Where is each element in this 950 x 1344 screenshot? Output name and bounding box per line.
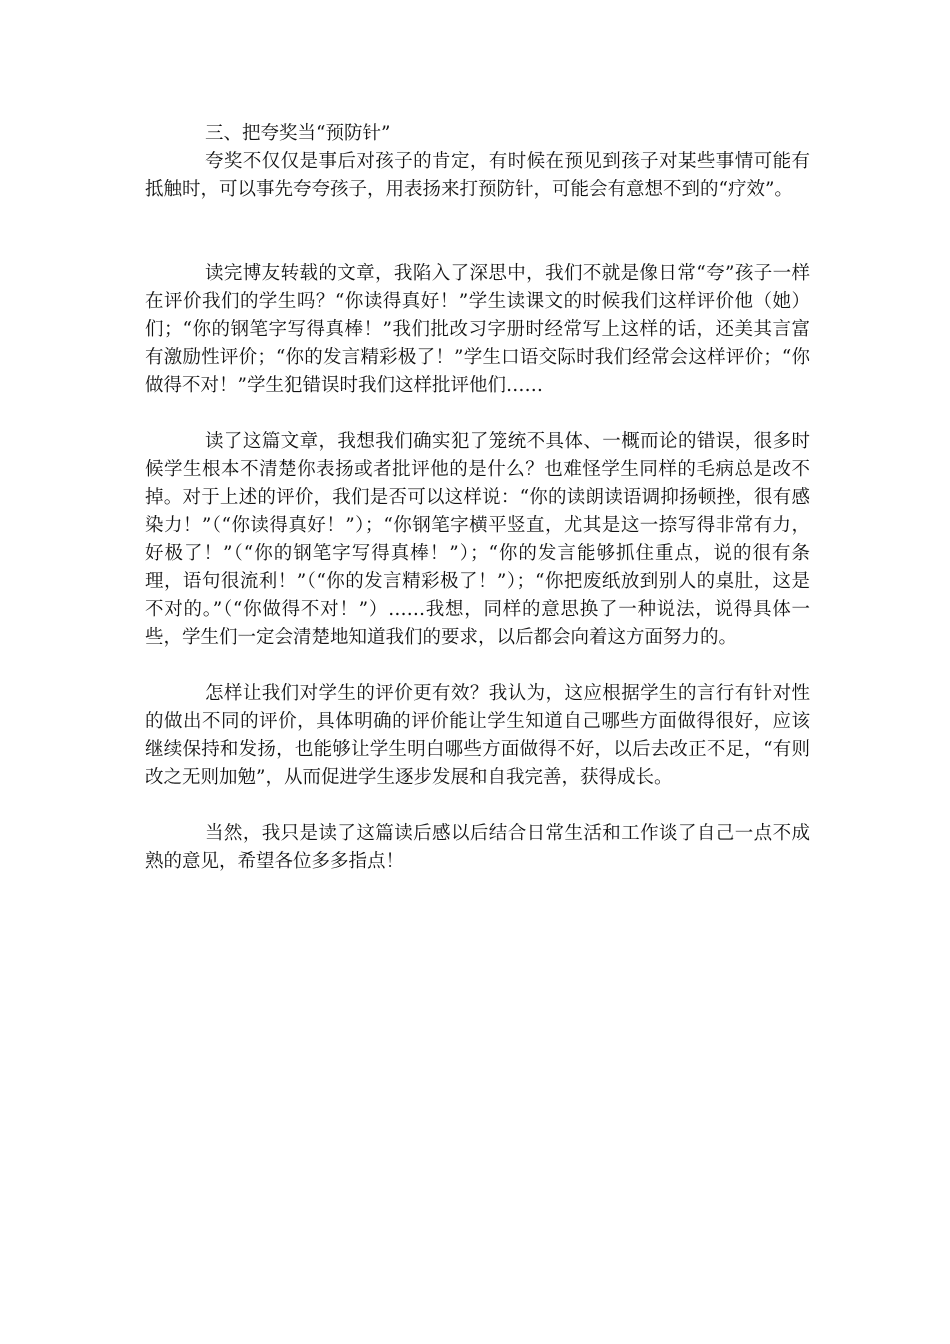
paragraph-reflection: 读完博友转载的文章，我陷入了深思中，我们不就是像日常“夸”孩子一样在评价我们的学生吗？“你读得真好！”学生读课文的时候我们这样评价他（她）们；“你的钢笔字写得真棒！”我们批改习字册时经常写上这样的话，还美其言富有激励性评价；“你的发言精彩极了！”学生口语交际时我们经常会这样评价；“你做得不对！”学生犯错误时我们这样批评他们…… (145, 263, 810, 396)
paragraph-intro: 夸奖不仅仅是事后对孩子的肯定，有时候在预见到孩子对某些事情可能有抵触时，可以事先夸夸孩子，用表扬来打预防针，可能会有意想不到的“疗效”。 (145, 151, 810, 200)
section-heading: 三、把夸奖当“预防针” (205, 123, 391, 144)
document-body (145, 120, 810, 876)
paragraph-analysis: 读了这篇文章，我想我们确实犯了笼统不具体、一概而论的错误，很多时候学生根本不清楚你表扬或者批评他的是什么？也难怪学生同样的毛病总是改不掉。对于上述的评价，我们是否可以这样说：“你的读朗读语调抑扬顿挫，很有感染力！”（“你读得真好！”）；“你钢笔字横平竖直，尤其是这一捺写得非常有力，好极了！”（“你的钢笔字写得真棒！”）；“你的发言能够抓住重点，说的很有条理，语句很流利！”（“你的发言精彩极了！”）；“你把废纸放到别人的桌肚，这是不对的。”（“你做得不对！”）……我想，同样的意思换了一种说法，说得具体一些，学生们一定会清楚地知道我们的要求，以后都会向着这方面努力的。 (145, 431, 810, 648)
paragraph-suggestion: 怎样让我们对学生的评价更有效？我认为，这应根据学生的言行有针对性的做出不同的评价，具体明确的评价能让学生知道自己哪些方面做得很好，应该继续保持和发扬，也能够让学生明白哪些方面做得不好，以后去改正不足，“有则改之无则加勉”，从而促进学生逐步发展和自我完善，获得成长。 (145, 683, 810, 788)
paragraph-closing: 当然，我只是读了这篇读后感以后结合日常生活和工作谈了自己一点不成熟的意见，希望各位多多指点！ (145, 823, 810, 872)
